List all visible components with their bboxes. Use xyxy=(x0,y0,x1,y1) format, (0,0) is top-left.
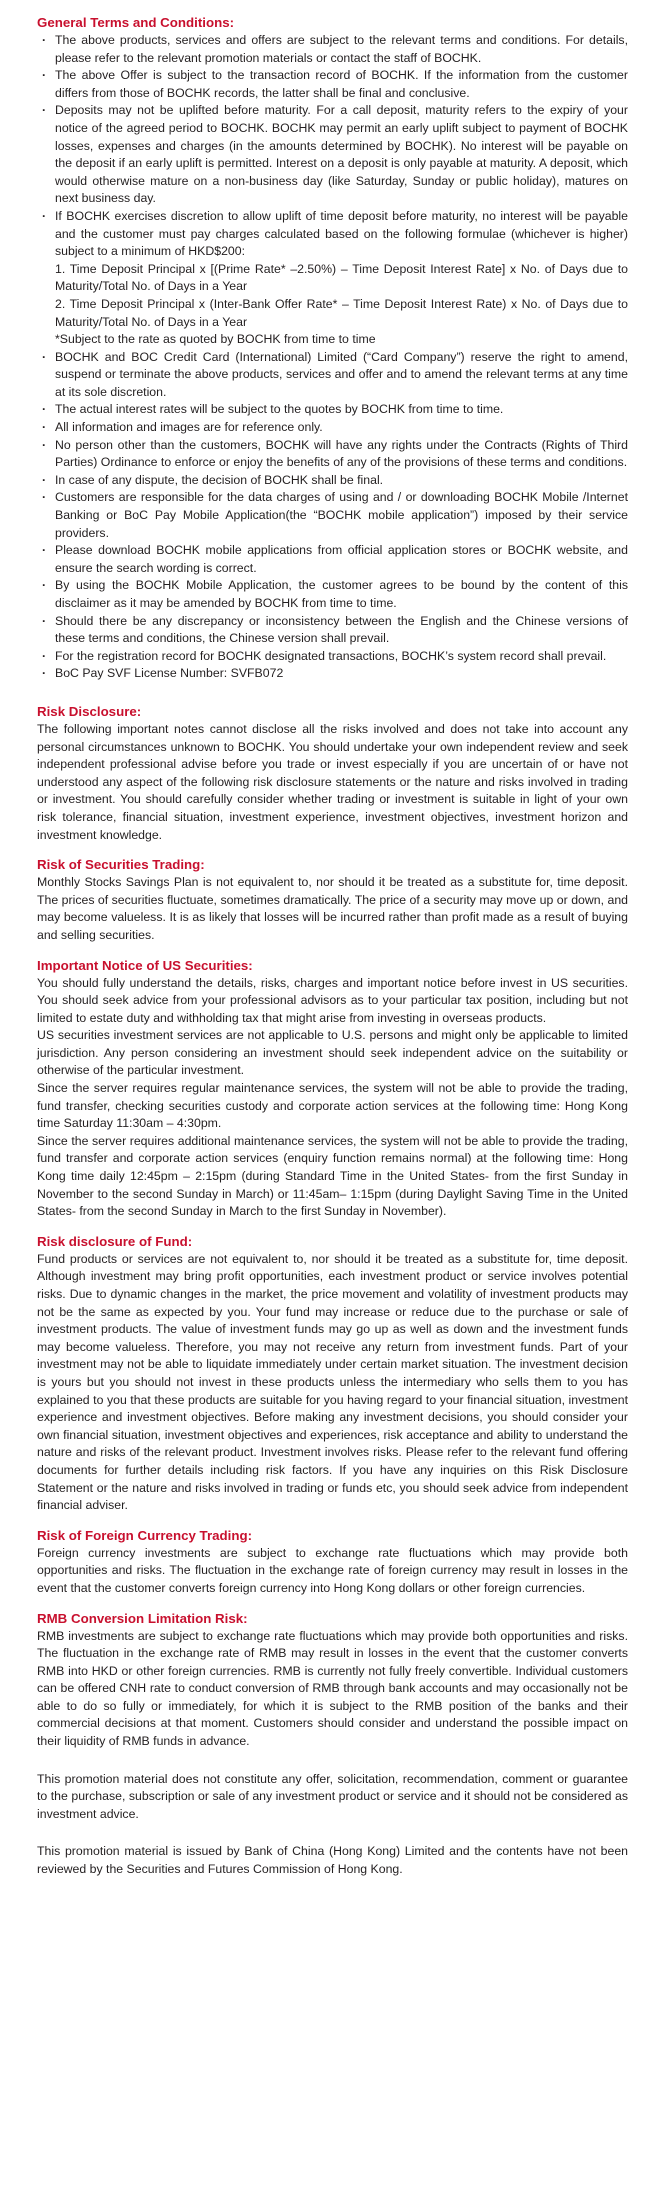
securities-trading-text: Monthly Stocks Savings Plan is not equivalent to, nor should it be treated as a substitute for, time deposit. The prices of securities fluctuate, sometimes dramatically. The price of a security may move up or down, and may become valueless. It is as likely that losses will be incurred rather than profit made as a result of buying and selling securities. xyxy=(37,875,628,942)
general-terms-list xyxy=(37,32,628,683)
formula-2: 2. Time Deposit Principal x (Inter-Bank Offer Rate* – Time Deposit Interest Rate) x No. of Days due to Maturity/Total No. of Days in a Year xyxy=(55,296,628,329)
us-securities-paragraph: Since the server requires additional maintenance services, the system will not be able to provide the trading, fund transfer and corporate action services (enquiry function remains normal) at the following time: Hong Kong time daily 12:45pm – 2:15pm (during Standard Time in the United States- from the first Sunday in November to the second Sunday in March) or 11:45am– 1:15pm (during Daylight Saving Time in the United States- from the second Sunday in March to the first Sunday in November). xyxy=(37,1133,628,1219)
us-securities-paragraph: Since the server requires regular maintenance services, the system will not be able to provide the trading, fund transfer, checking securities custody and corporate action services at the following time: Hong Kong time Saturday 11:30am – 4:30pm. xyxy=(37,1081,628,1131)
list-item-early-uplift xyxy=(37,208,628,349)
list-item: · The above Offer is subject to the transaction record of BOCHK. If the information from the customer differs from those of BOCHK records, the latter shall be final and conclusive. xyxy=(37,67,628,102)
list-item: · The actual interest rates will be subject to the quotes by BOCHK from time to time. xyxy=(37,401,628,419)
list-item: · All information and images are for reference only. xyxy=(37,419,628,437)
list-item: · For the registration record for BOCHK designated transactions, BOCHK’s system record shall prevail. xyxy=(37,648,628,666)
foreign-currency-text: Foreign currency investments are subject to exchange rate fluctuations which may provide both opportunities and risks. The fluctuation in the exchange rate of foreign currency may result in losses in the event that the customer converts foreign currency into Hong Kong dollars or other foreign currencies. xyxy=(37,1545,628,1595)
fund-risk-text: Fund products or services are not equivalent to, nor should it be treated as a substitute for, time deposit. Although investment may bring profit opportunities, each investment product or service involves potential risks. Due to dynamic changes in the market, the price movement and volatility of investment products may not be the same as expected by you. Your fund may increase or reduce due to the purchase or sale of investment products. The value of investment funds may go up as well as down and the investment funds may become valueless. Therefore, you may not receive any return from investment funds. Part of your investment may not be able to liquidate immediately under certain market situation. The investment decision is yours but you should not invest in these products unless the intermediary who sells them to you has explained to you that these products are suitable for you having regard to your financial situation, investment experience and investment objectives. Before making any investment decisions, you should consider your own financial situation, investment objectives and experiences, risk acceptance and ability to understand the nature and risks of the relevant product. Investment involves risks. Please refer to the relevant fund offering documents for further details including risk factors. If you have any inquiries on this Risk Disclosure Statement or the nature and risks involved in trading or funds etc, you should seek advice from independent financial adviser. xyxy=(37,1251,628,1513)
early-uplift-text: If BOCHK exercises discretion to allow uplift of time deposit before maturity, no interest will be payable and the customer must pay charges calculated based on the following formulae (whichever is higher) subject to a minimum of HKD$200: xyxy=(55,208,628,259)
list-item: · Deposits may not be uplifted before maturity. For a call deposit, maturity refers to the expiry of your notice of the agreed period to BOCHK. BOCHK may permit an early uplift subject to payment of BOCHK losses, expenses and charges (in the amounts determined by BOCHK). No interest will be payable on the deposit if an early uplift is permitted. Interest on a deposit is only payable at maturity. A deposit, which would otherwise mature on a non-business day (like Saturday, Sunday or public holiday), matures on next business day. xyxy=(37,102,628,208)
foreign-currency-heading: Risk of Foreign Currency Trading: xyxy=(37,1527,252,1543)
list-item: · BoC Pay SVF License Number: SVFB072 xyxy=(37,665,628,683)
issuer-statement: This promotion material is issued by Bank of China (Hong Kong) Limited and the contents have not been reviewed by the Securities and Futures Commission of Hong Kong. xyxy=(37,1844,628,1877)
securities-trading-heading: Risk of Securities Trading: xyxy=(37,857,205,873)
list-item: · Customers are responsible for the data charges of using and / or downloading BOCHK Mobile /Internet Banking or BoC Pay Mobile Application(the “BOCHK mobile application”) imposed by their service providers. xyxy=(37,489,628,542)
promotion-disclaimer: This promotion material does not constitute any offer, solicitation, recommendation, comment or guarantee to the purchase, subscription or sale of any investment product or service and it should not be considered as investment advice. xyxy=(37,1771,628,1821)
list-item: · No person other than the customers, BOCHK will have any rights under the Contracts (Rights of Third Parties) Ordinance to enforce or enjoy the benefits of any of the provisions of these terms and conditions. xyxy=(37,437,628,472)
fund-risk-heading: Risk disclosure of Fund: xyxy=(37,1233,193,1249)
formula-note: *Subject to the rate as quoted by BOCHK from time to time xyxy=(55,332,376,347)
rmb-risk-text: RMB investments are subject to exchange rate fluctuations which may provide both opportunities and risks. The fluctuation in the exchange rate of RMB may result in losses in the event that the customer converts RMB into HKD or other foreign currencies. RMB is currently not fully freely convertible. Individual customers can be offered CNH rate to conduct conversion of RMB through bank accounts and may occasionally not be able to do so fully or immediately, for which it is subject to the RMB position of the banks and their commercial decisions at that moment. Customers should consider and understand the possible impact on their liquidity of RMB funds in advance. xyxy=(37,1628,628,1749)
risk-disclosure-heading: Risk Disclosure: xyxy=(37,703,142,719)
list-item: · BOCHK and BOC Credit Card (International) Limited (“Card Company”) reserve the right to amend, suspend or terminate the above products, services and offer and to amend the relevant terms at any time at its sole discretion. xyxy=(37,349,628,402)
general-terms-heading: General Terms and Conditions: xyxy=(37,15,235,30)
us-securities-paragraph: US securities investment services are not applicable to U.S. persons and might only be applicable to limited jurisdiction. Any person considering an investment should seek independent advice on the suitability or otherwise of the particular investment. xyxy=(37,1028,628,1078)
list-item: · The above products, services and offers are subject to the relevant terms and conditions. For details, please refer to the relevant promotion materials or contact the staff of BOCHK. xyxy=(37,32,628,67)
formula-1: 1. Time Deposit Principal x [(Prime Rate* –2.50%) – Time Deposit Interest Rate] x No. of Days due to Maturity/Total No. of Days in a Year xyxy=(55,261,628,294)
us-securities-heading: Important Notice of US Securities: xyxy=(37,957,253,973)
rmb-risk-heading: RMB Conversion Limitation Risk: xyxy=(37,1610,248,1626)
list-item: · Please download BOCHK mobile applications from official application stores or BOCHK website, and ensure the search wording is correct. xyxy=(37,542,628,577)
list-item: · Should there be any discrepancy or inconsistency between the English and the Chinese versions of these terms and conditions, the Chinese version shall prevail. xyxy=(37,613,628,648)
list-item: · In case of any dispute, the decision of BOCHK shall be final. xyxy=(37,472,628,490)
list-item: · By using the BOCHK Mobile Application, the customer agrees to be bound by the content of this disclaimer as it may be amended by BOCHK from time to time. xyxy=(37,577,628,612)
risk-disclosure-text: The following important notes cannot disclose all the risks involved and does not take into account any personal circumstances unknown to BOCHK. You should undertake your own independent review and seek independent professional advise before you trade or invest especially if you are uncertain of or have not understood any aspect of the following risk disclosure statements or the nature and risks involved in trading or investment. You should carefully consider whether trading or investment is suitable in light of your own risk tolerance, financial situation, investment experience, investment objectives, investment horizon and investment knowledge. xyxy=(37,721,628,842)
us-securities-paragraph: You should fully understand the details, risks, charges and important notice before invest in US securities. You should seek advice from your professional advisors as to your particular tax position, including but not limited to estate duty and withholding tax that might arise from investing in overseas products. xyxy=(37,975,628,1025)
